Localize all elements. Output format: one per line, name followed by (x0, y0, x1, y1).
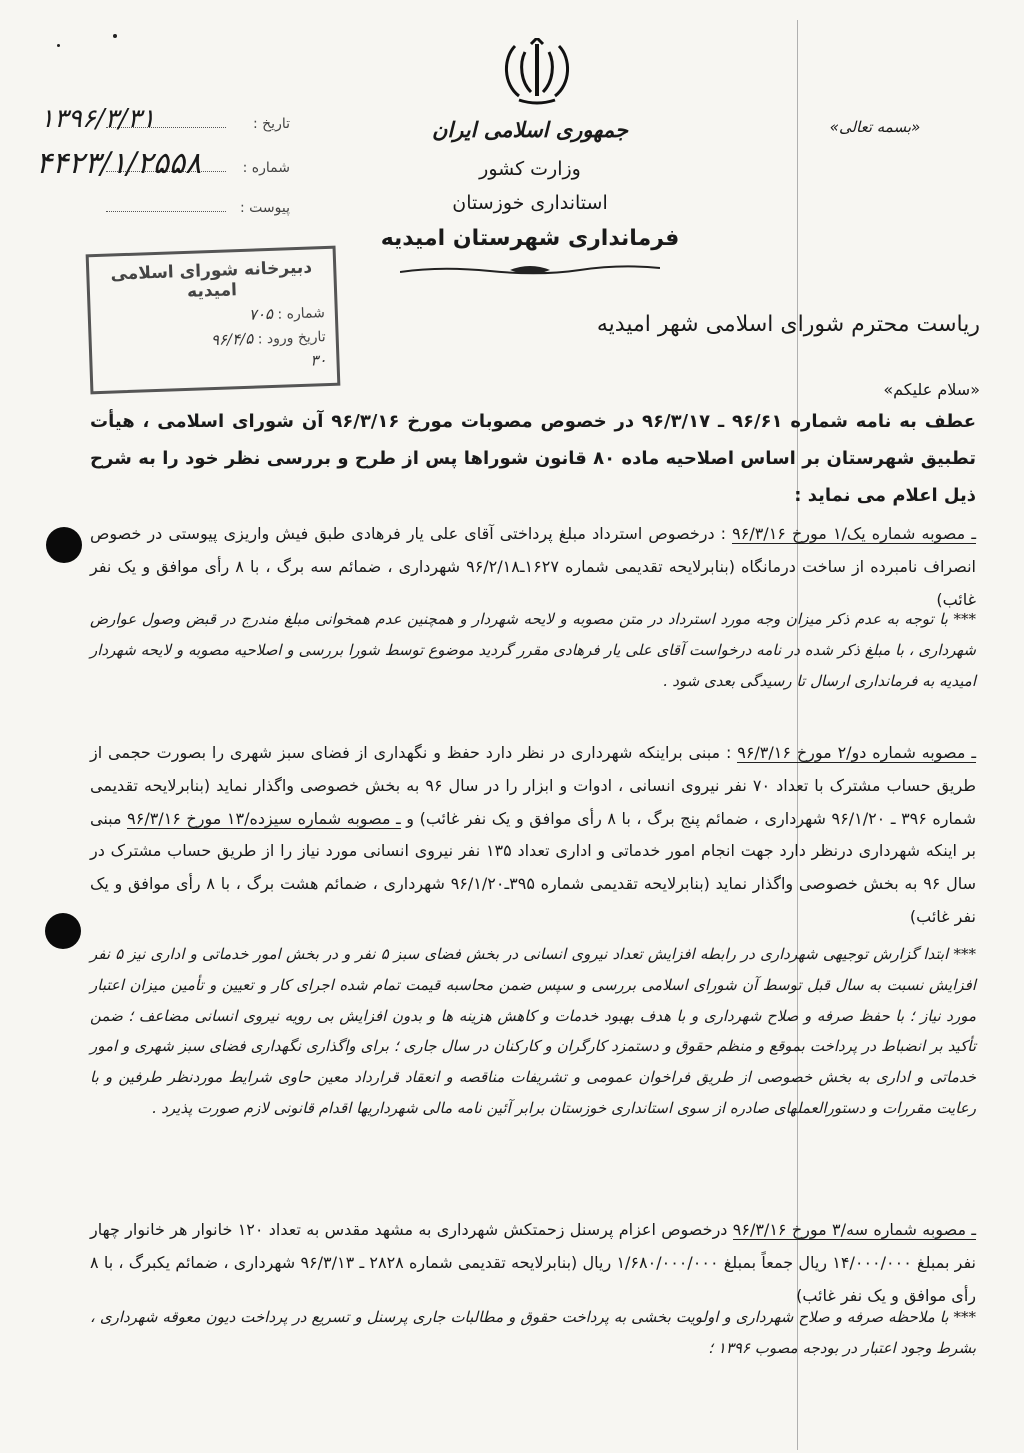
stamp-date-row (101, 327, 325, 353)
resolution-1-heading: ـ مصوبه شماره یک/۱ مورخ ۹۶/۳/۱۶ (732, 524, 977, 543)
ministry-name: وزارت کشور (479, 158, 581, 180)
stamp-date-label: تاریخ ورود : (257, 329, 326, 348)
addressee: ریاست محترم شورای اسلامی شهر امیدیه (596, 312, 980, 337)
bismillah: «بسمه تعالی» (829, 118, 921, 136)
handwritten-number: ۴۴۲۳/۱/۲۵۵۸ (36, 146, 202, 181)
date-label: تاریخ : (252, 116, 290, 132)
intro-paragraph: عطف به نامه شماره ۹۶/۶۱ ـ ۹۶/۳/۱۷ در خصوص مصوبات مورخ ۹۶/۳/۱۶ آن شورای اسلامی ، هیأت تطبیق شهرستان بر اساس اصلاحیه ماده ۸۰ قانون شوراها پس از طرح و بررسی نظر خود را به شرح ذیل اعلام می نماید : (90, 411, 976, 506)
punch-hole (45, 913, 81, 949)
resolution-1 (90, 518, 976, 616)
stamp-extra-row (102, 351, 326, 377)
resolution-3-decision: *** با ملاحظه صرفه و صلاح شهرداری و اولویت بخشی به پرداخت حقوق و مطالبات جاری پرسنل و تسریع در پرداخت دیون معوقه شهرداری ، بشرط وجود اعتبار در بودجه مصوب ۱۳۹۶ ؛ (90, 1308, 976, 1357)
resolution-3-heading: ـ مصوبه شماره سه/۳ مورخ ۹۶/۳/۱۶ (732, 1220, 977, 1239)
resolution-3-body: درخصوص اعزام پرسنل زحمتکش شهرداری به مشهد مقدس به تعداد ۱۲۰ خانوار هر خانوار چهار نفر بمبلغ ۱۴/۰۰۰/۰۰۰ ریال جمعاً بمبلغ ۱/۶۸۰/۰۰۰/۰۰۰ ریال (بنابرلایحه تقدیمی شماره ۲۸۲۸ ـ ۹۶/۳/۱۳ شهرداری ، ضمائم یکبرگ ، با ۸ رأی موافق و یک نفر غائب) (90, 1220, 977, 1305)
republic-name: جمهوری اسلامی ایران (431, 118, 629, 142)
resolution-2-heading: ـ مصوبه شماره دو/۲ مورخ ۹۶/۳/۱۶ (737, 743, 977, 762)
handwritten-date: ۱۳۹۶/۳/۳۱ (40, 104, 156, 134)
ink-dot (113, 34, 117, 38)
resolution-2-body: : مبنی براینکه شهرداری در نظر دارد حفظ و نگهداری از فضای سبز شهری را بصورت حجمی از طریق حساب مشترک با تعداد ۷۰ نفر نیروی انسانی ، ادوات و ابزار را در سال ۹۶ به بخش خصوصی واگذار نماید (بنابرلایحه تقدیمی شماره ۳۹۶ ـ ۹۶/۱/۲۰ شهرداری ، ضمائم پنج برگ ، با ۸ رأی موافق و یک نفر غائب) و (90, 743, 977, 828)
stamp-extra-value: ۳۰ (310, 351, 327, 370)
attachment-dots (106, 211, 226, 212)
stamp-number-label: شماره : (277, 305, 326, 323)
number-label: شماره : (242, 160, 290, 176)
attachment-label: پیوست : (240, 200, 290, 216)
punch-hole (46, 527, 82, 563)
resolution-3 (90, 1214, 976, 1312)
resolution-2-decision: *** ابتدا گزارش توجیهی شهرداری در رابطه افزایش تعداد نیروی انسانی در بخش فضای سبز ۵ نفر و در بخش امور خدماتی و اداری نیز ۵ نفر افزایش نسبت به سال قبل توسط آن شورای اسلامی بررسی و سپس ضمن محاسبه قیمت تمام شده اجرای کار و تعیین و تأمین میزان اعتبار مورد نیاز ؛ با حفظ صرفه و صلاح شهرداری و با هدف بهبود خدمات و کاهش هزینه ها و بدون افزایش بی رویه نیروی انسانی مضاعف ؛ ضمن تأکید بر انضباط در پرداخت بموقع و منظم حقوق و دستمزد کارگران و کارکنان در سال جاری ؛ برای واگذاری نگهداری فضای سبز شهری و امور خدماتی و اداری به بخش خصوصی از طریق فراخوان عمومی و تشریفات مناقصه و انعقاد قرارداد معین حاوی شرایط موردنظر طرفین و با رعایت مقررات و دستورالعملهای صادره از سوی استانداری خوزستان برابر آئین نامه مالی شهرداریها اقدام قانونی لازم صورت پذیرد . (90, 945, 976, 1117)
resolution-1-body: : درخصوص استرداد مبلغ پرداختی آقای علی یار فرهادی طبق فیش واریزی پیوستی در خصوص انصراف نامبرده از ساخت درمانگاه (بنابرلایحه تقدیمی شماره ۱۶۲۷ـ۹۶/۲/۱۸ شهرداری ، ضمائم سه برگ ، با ۸ رأی موافق و یک نفر غائب) (90, 524, 977, 609)
header-ornament (400, 262, 660, 278)
resolution-13-body: مبنی بر اینکه شهرداری درنظر دارد جهت انجام امور خدماتی و اداری تعداد ۱۳۵ نفر نیروی انسانی مورد نیاز را از طریق حساب مشترک در سال ۹۶ به بخش خصوصی واگذار نماید (بنابرلایحه تقدیمی شماره ۳۹۵ـ۹۶/۱/۲۰ شهرداری ، ضمائم هشت برگ ، با ۸ رأی موافق و یک نفر غائب) (90, 808, 977, 926)
resolution-13-heading: ـ مصوبه شماره سیزده/۱۳ مورخ ۹۶/۳/۱۶ (127, 808, 401, 828)
stamp-number-value: ۷۰۵ (248, 304, 274, 324)
attachment-field (100, 200, 290, 216)
ink-dot (57, 44, 60, 47)
emblem-icon (497, 38, 577, 108)
province-name: استانداری خوزستان (452, 192, 608, 214)
secretariat-stamp (86, 246, 341, 395)
stamp-number-row (101, 303, 325, 329)
greeting: «سلام علیکم» (883, 380, 980, 399)
resolution-2 (90, 737, 976, 934)
stamp-date-value: ۹۶/۴/۵ (210, 329, 254, 350)
resolution-1-decision: *** با توجه به عدم ذکر میزان وجه مورد استرداد در متن مصوبه و لایحه شهردار و همچنین عدم همخوانی مبلغ مندرج در قبض وصول عوارض شهرداری ، با مبلغ ذکر شده در نامه درخواست آقای علی یار فرهادی مقرر گردید موضوع توسط شورا بررسی و اصلاحیه مصوبه و لایحه شهردار امیدیه به فرمانداری ارسال تا رسیدگی بعدی شود . (90, 610, 976, 690)
stamp-title: دبیرخانه شورای اسلامی امیدیه (110, 257, 313, 302)
county-name: فرمانداری شهرستان امیدیه (380, 226, 680, 251)
